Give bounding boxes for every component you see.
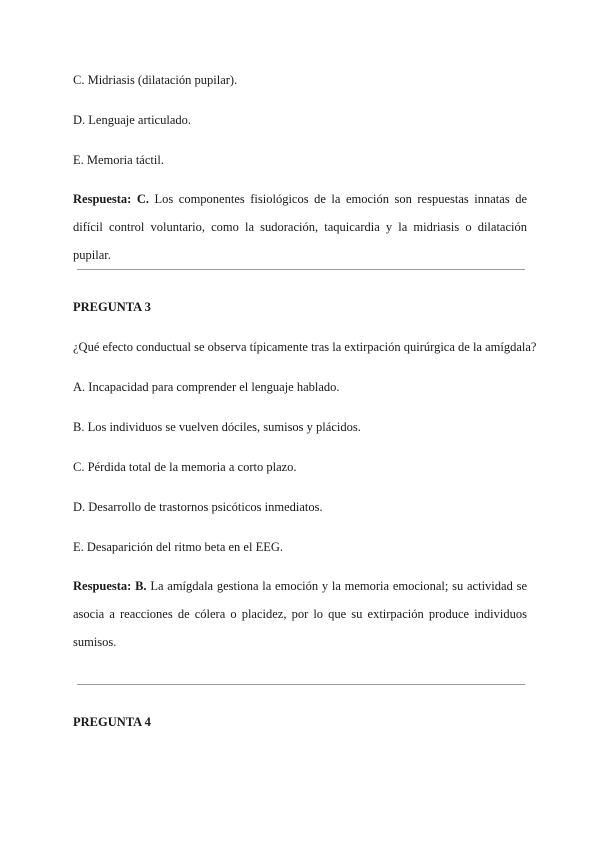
q3-option-a: A. Incapacidad para comprender el lenguaje hablado.: [73, 380, 340, 394]
q2-answer: [73, 185, 527, 269]
q3-option-b: B. Los individuos se vuelven dóciles, sumisos y plácidos.: [73, 420, 361, 434]
q2-option-c: C. Midriasis (dilatación pupilar).: [73, 73, 238, 87]
q3-answer: [73, 572, 527, 656]
q2-answer-label: Respuesta: C.: [73, 192, 149, 206]
q3-option-c: C. Pérdida total de la memoria a corto plazo.: [73, 460, 297, 474]
q2-option-e: E. Memoria táctil.: [73, 153, 164, 167]
q4-heading: PREGUNTA 4: [73, 715, 151, 729]
q3-option-e: E. Desaparición del ritmo beta en el EEG.: [73, 540, 283, 554]
q3-answer-text: La amígdala gestiona la emoción y la memoria emocional; su actividad se asocia a reacciones de cólera o placidez, por lo que su extirpación produce individuos sumisos.: [73, 579, 528, 649]
q3-option-d: D. Desarrollo de trastornos psicóticos inmediatos.: [73, 500, 323, 514]
q3-question: ¿Qué efecto conductual se observa típicamente tras la extirpación quirúrgica de la amígdala?: [73, 340, 537, 354]
q2-option-d: D. Lenguaje articulado.: [73, 113, 192, 127]
q3-heading: PREGUNTA 3: [73, 300, 151, 314]
separator-rule: [77, 684, 525, 685]
separator-rule: [77, 269, 525, 270]
q2-answer-text: Los componentes fisiológicos de la emoción son respuestas innatas de difícil control voluntario, como la sudoración, taquicardia y la midriasis o dilatación pupilar.: [73, 192, 527, 262]
q3-answer-label: Respuesta: B.: [73, 579, 147, 593]
